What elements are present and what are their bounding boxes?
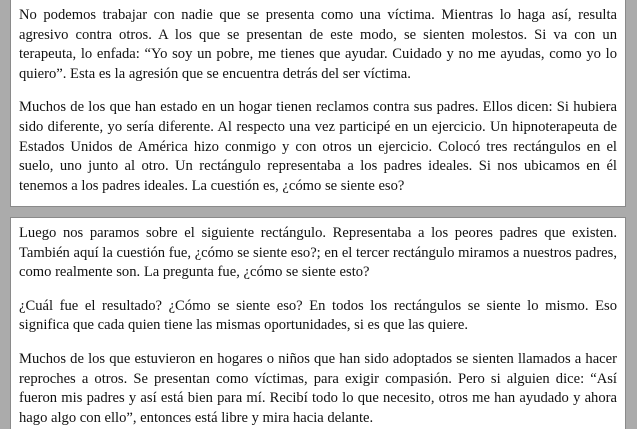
paragraph-parents-exercise: Muchos de los que han estado en un hogar tienen reclamos contra sus padres. Ellos dicen: Si hubiera sido diferente, yo sería diferente. Al respecto una vez participé en un ejercicio. Un hipnoterapeuta de Estados Unidos de América hizo conmigo y con otros un ejercicio. Colocó tres rectángulos en el suelo, uno junto al otro. Un rectángulo representaba a los padres ideales. Si nos ubicamos en él tenemos a los padres ideales. La cuestión es, ¿cómo se siente eso?	[19, 99, 617, 194]
paragraph-result: ¿Cuál fue el resultado? ¿Cómo se siente eso? En todos los rectángulos se siente lo mismo. Eso significa que cada quien tiene las mismas oportunidades, si es que las quiere.	[19, 297, 617, 334]
page-text-bottom	[11, 218, 625, 428]
document-page-bottom	[10, 217, 626, 429]
page-text-top	[11, 0, 625, 196]
document-page-top	[10, 0, 626, 207]
paragraph-rectangles: Luego nos paramos sobre el siguiente rectángulo. Representaba a los peores padres que existen. También aquí la cuestión fue, ¿cómo se siente eso?; en el tercer rectángulo miramos a nuestros padres, como realmente son. La pregunta fue, ¿cómo se siente esto?	[19, 225, 617, 281]
paragraph-victim: No podemos trabajar con nadie que se presenta como una víctima. Mientras lo haga así, resulta agresivo contra otros. A los que se presentan de este modo, se sienten molestos. Si va con un terapeuta, lo enfada: “Yo soy un pobre, me tienes que ayudar. Cuidado y no me ayudas, como yo lo quiero”. Esta es la agresión que se encuentra detrás del ser víctima.	[19, 7, 617, 82]
paragraph-adopted: Muchos de los que estuvieron en hogares o niños que han sido adoptados se sienten llamados a hacer reproches a otros. Se presentan como víctimas, para exigir compasión. Pero si alguien dice: “Así fueron mis padres y así está bien para mí. Recibí todo lo que necesito, otros me han ayudado y ahora hago algo con ello”, entonces está libre y mira hacia delante.	[19, 350, 617, 426]
